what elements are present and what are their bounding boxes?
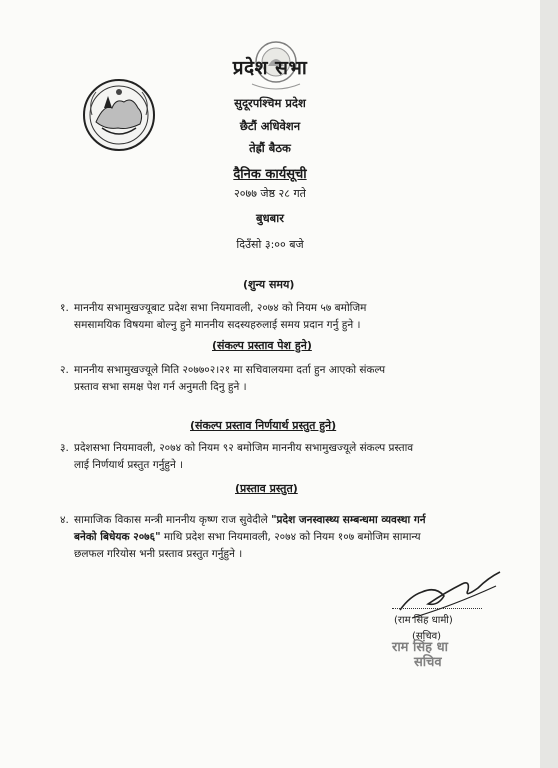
item-text: माथि प्रदेश सभा नियमावली, २०७४ को नियम १०७ बमोजिम सामान्य xyxy=(160,531,421,543)
bill-title: "प्रदेश जनस्वास्थ्य सम्बन्धमा व्यवस्था गर्न xyxy=(271,514,426,526)
item-line: लाई निर्णयार्थ प्रस्तुत गर्नुहुने । xyxy=(74,459,184,471)
meeting-weekday: बुधबार xyxy=(256,211,284,225)
agenda-item-4 xyxy=(60,512,480,563)
stamp-name: राम सिंह धा xyxy=(392,640,448,655)
signature-line xyxy=(392,608,482,609)
meeting-time: दिउँसो ३:०० बजे xyxy=(236,238,304,251)
bill-title: बनेको बिधेयक २०७६" xyxy=(74,531,161,543)
section-heading-motion-presentation: (प्रस्ताव प्रस्तुत) xyxy=(235,482,298,495)
item-number: १. xyxy=(60,302,69,314)
sitting-label: तेह्रौं बैठक xyxy=(249,141,291,155)
meeting-date: २०७७ जेष्ठ २८ गते xyxy=(234,187,306,200)
session-label: छैटौं अधिवेशन xyxy=(239,119,301,133)
name-stamp xyxy=(392,640,448,670)
agenda-item-3 xyxy=(60,440,480,474)
agenda-title: दैनिक कार्यसूची xyxy=(233,167,307,182)
item-number: २. xyxy=(60,364,69,376)
item-line xyxy=(74,529,480,546)
item-line: छलफल गरियोस भनी प्रस्ताव प्रस्तुत गर्नुहुने । xyxy=(74,548,243,560)
signatory-name: (राम सिंह धामी) xyxy=(394,615,453,626)
item-line: प्रस्ताव सभा समक्ष पेश गर्न अनुमती दिनु हुने । xyxy=(74,381,247,393)
section-heading-resolution-decision: (संकल्प प्रस्ताव निर्णयार्थ प्रस्तुत हुने) xyxy=(190,419,337,432)
item-line: माननीय सभामुखज्यूले मिति २०७७०२।२१ मा सचिवालयमा दर्ता हुन आएको संकल्प xyxy=(74,364,386,376)
signatory-title: (सचिव) xyxy=(412,631,442,642)
item-number: ३. xyxy=(60,442,69,454)
item-line: समसामयिक विषयमा बोल्नु हुने माननीय सदस्यहरुलाई समय प्रदान गर्नु हुने । xyxy=(74,319,361,331)
assembly-title: प्रदेश सभा xyxy=(232,57,308,79)
item-text: सामाजिक विकास मन्त्री माननीय कृष्ण राज सुवेदीले xyxy=(74,514,272,526)
agenda-item-1 xyxy=(60,300,480,334)
page-edge xyxy=(540,0,558,768)
item-line: माननीय सभामुखज्यूबाट प्रदेश सभा नियमावली, २०७४ को नियम ५७ बमोजिम xyxy=(74,302,367,314)
agenda-item-2 xyxy=(60,362,480,396)
item-line: प्रदेशसभा नियमावली, २०७४ को नियम ९२ बमोजिम माननीय सभामुखज्यूले संकल्प प्रस्ताव xyxy=(74,442,414,454)
section-heading-zero-hour: (शुन्य समय) xyxy=(243,278,295,291)
stamp-title: सचिव xyxy=(414,655,442,670)
item-line xyxy=(74,512,480,529)
province-name: सुदूरपश्चिम प्रदेश xyxy=(234,96,306,110)
item-number: ४. xyxy=(60,514,69,526)
section-heading-resolution-submission: (संकल्प प्रस्ताव पेश हुने) xyxy=(212,339,312,352)
